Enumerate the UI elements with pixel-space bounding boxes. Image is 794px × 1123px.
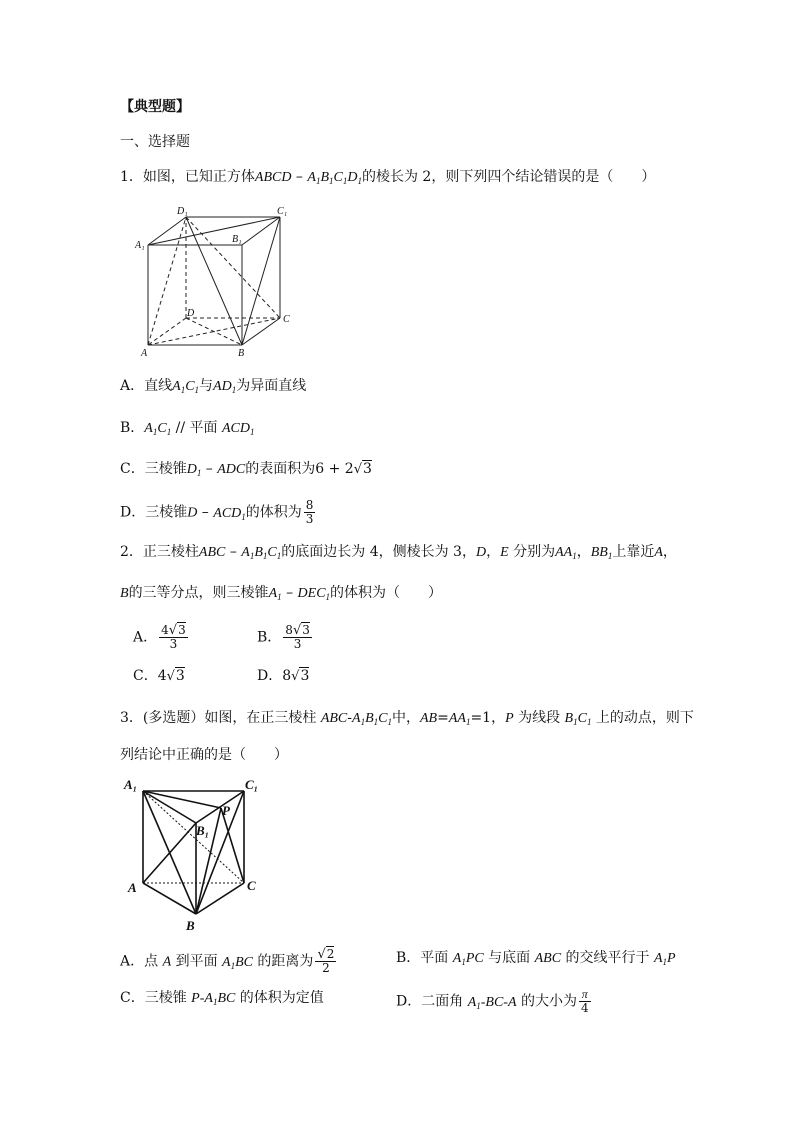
label-B1: B₁ bbox=[232, 234, 242, 245]
q3-option-a[interactable]: A．点 A 到平面 $A_1BC$ 的距离为 $\frac{√2}{2}$ bbox=[120, 947, 335, 975]
label-C: C bbox=[247, 878, 256, 893]
question-1-stem: 1．如图，已知正方体ABCD – $A_1B_1C_1D_1$的棱长为 2，则下列四个结论错误的是（ ） bbox=[120, 169, 656, 186]
label-C1: C₁ bbox=[245, 777, 259, 792]
label-C1: C₁ bbox=[277, 206, 288, 217]
label-D: D bbox=[187, 308, 195, 319]
label-B1: B₁ bbox=[196, 823, 210, 838]
cube-figure bbox=[130, 203, 300, 363]
q3-option-d[interactable]: D．二面角 $A_1-BC-A$ 的大小为 $\frac{\pi}{4}$ bbox=[396, 987, 589, 1015]
q1-option-b[interactable]: B．$A_1C_1$ // 平面 $ACD_1$ bbox=[120, 420, 255, 437]
question-2-stem-line-1: 2．正三棱柱ABC – $A_1B_1C_1$的底面边长为 4，侧棱长为 3，D，E 分别为$AA_1$，$BB_1$上靠近A， bbox=[120, 544, 677, 561]
section-title: 一、选择题 bbox=[120, 134, 190, 150]
q3-option-c[interactable]: C．三棱锥 $P-A_1BC$ 的体积为定值 bbox=[120, 990, 324, 1007]
label-P: P bbox=[222, 803, 230, 818]
prism-figure bbox=[120, 772, 270, 934]
label-B: B bbox=[238, 348, 245, 359]
q1-option-c[interactable]: C．三棱锥$D_1$ – ADC的表面积为6 + 2√3 bbox=[120, 461, 372, 478]
q2-option-d[interactable]: D．8√3 bbox=[257, 668, 310, 684]
label-C: C bbox=[283, 314, 290, 325]
question-2-stem-line-2: B的三等分点，则三棱锥$A_1 - DEC_1$的体积为（ ） bbox=[120, 585, 443, 602]
q1-option-a[interactable]: A．直线$A_1C_1$与$AD_1$为异面直线 bbox=[120, 378, 307, 395]
section-heading: 【典型题】 bbox=[120, 99, 190, 115]
q2-option-a[interactable]: A． $\frac{4√3}{3}$ bbox=[133, 623, 186, 651]
label-D1: D₁ bbox=[177, 206, 188, 217]
question-3-stem-line-1: 3．(多选题）如图，在正三棱柱 ABC-$A_1B_1C_1$中，$AB=AA_1=1$，P 为线段 $B_1C_1$ 上的动点，则下 bbox=[120, 710, 694, 727]
q1-option-d[interactable]: D．三棱锥D – $ACD_1$的体积为 $\frac{8}{3}$ bbox=[120, 498, 314, 526]
q3-option-b[interactable]: B．平面 $A_1PC$ 与底面 ABC 的交线平行于 $A_1P$ bbox=[396, 950, 676, 967]
label-A1: A₁ bbox=[135, 240, 145, 251]
label-A1: A₁ bbox=[124, 777, 138, 792]
question-3-stem-line-2: 列结论中正确的是（ ） bbox=[120, 747, 288, 763]
q2-option-b[interactable]: B． $\frac{8√3}{3}$ bbox=[257, 623, 310, 651]
q2-option-c[interactable]: C．4√3 bbox=[133, 668, 185, 684]
label-B: B bbox=[186, 918, 195, 933]
label-A: A bbox=[128, 880, 137, 895]
label-A: A bbox=[141, 348, 148, 359]
